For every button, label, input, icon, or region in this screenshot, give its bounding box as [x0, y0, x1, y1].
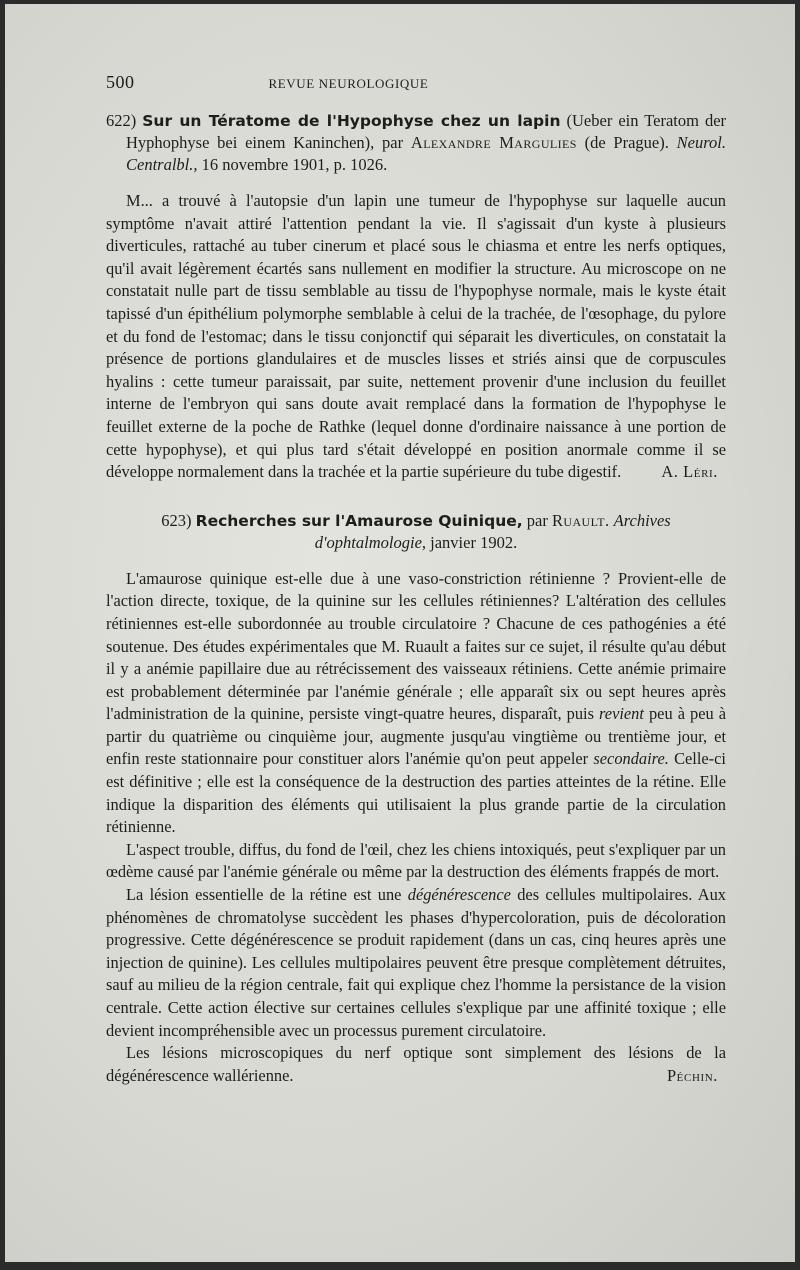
article-622 [106, 110, 726, 484]
article-622-subtitle: (Ueber ein Teratom der Hyphophyse bei einem Kaninchen), par [126, 111, 727, 152]
article-622-body-text: M... a trouvé à l'autopsie d'un lapin une tumeur de l'hypophyse sur laquelle aucun symptôme n'avait attiré l'attention pendant la vie. Il s'agissait d'un kyste à plusieurs diverticules, rattaché au tuber cinerum et placé sous le chiasma et entre les nerfs optiques, qu'il avait légèrement écartés sans nullement en modifier la structure. Au microscope on ne constatait nulle part de tissu semblable au tissu de l'hypophyse normale, mais le kyste était tapissé d'un épithélium polymorphe semblable à celui de la trachée, de l'œsophage, du pylore et du fond de l'estomac; dans le tissu conjonctif qui séparait les diverticules, on constatait la présence de portions glandulaires et de muscles lisses et striés ainsi que de corpuscules hyalins : cette tumeur paraissait, par suite, nettement provenir d'une inclusion du feuillet interne de l'embryon qui sans doute avait remplacé dans la formation de l'hypophyse le feuillet externe de la poche de Rathke (lequel donne d'ordinaire naissance à une portion de cette hypophyse), et qui plus tard s'était développé en position anormale comme il se développe normalement dans la trachée et la partie supérieure du tube digestif. [106, 191, 726, 482]
article-623-by: par [526, 510, 548, 530]
article-623-p1-text-b: peu à peu à partir du quatrième ou cinquième jour, augmente jusqu'au vingtième ou trentième jour, et enfin reste stationnaire pour constituer alors l'anémie qu'on peut appeler [106, 704, 726, 769]
document-page [5, 4, 795, 1262]
article-623-number: 623) [161, 510, 192, 530]
article-623-title: Recherches sur l'Amaurose Quinique, [195, 511, 523, 530]
article-623-journal: Archives d'ophtalmologie, [314, 510, 671, 552]
article-622-heading [106, 110, 726, 176]
article-623-p1-secondaire: secondaire. [593, 749, 669, 769]
article-622-number: 622) [106, 111, 137, 130]
page-number: 500 [106, 72, 135, 92]
article-623-paragraph-3 [106, 884, 726, 1042]
article-623-p3-text-b: des cellules multipolaires. Aux phénomènes de chromatolyse succèdent les phases d'hypercoloration, puis de décoloration progressive. Cette dégénérescence se produit rapidement (dans un cas, cinq heures après une injection de quinine). Les cellules multipolaires peuvent être presque complètement détruites, sauf au milieu de la région centrale, fait qui explique chez l'homme la persistance de la vision centrale. Cette action élective sur certaines cellules s'explique par une affinité toxique ; elle devient incompréhensible avec un processus purement circulatoire. [106, 885, 726, 1040]
article-622-journal: Neurol. Centralbl., [126, 133, 726, 174]
article-622-title: Sur un Tératome de l'Hypophyse chez un lapin [142, 112, 561, 130]
article-623-date: janvier 1902. [430, 532, 518, 552]
article-622-date: 16 novembre 1901, p. 1026. [201, 155, 388, 174]
article-622-signature: A. Léri. [661, 462, 718, 482]
article-623-p1-text: L'amaurose quinique est-elle due à une vaso-constriction rétinienne ? Provient-elle de l'action directe, toxique, de la quinine sur les cellules rétiniennes? L'altération des cellules rétiniennes est-elle subordonnée au trouble circulatoire ? Chacune de ces pathogénies a été soutenue. Des études expérimentales que M. Ruault a faites sur ce sujet, il résulte qu'au début il y a anémie papillaire due au rétrécissement des vaisseaux rétiniens. Cette anémie primaire est probablement déterminée par l'anémie générale ; elle apparaît six ou sept heures après l'administration de la quinine, persiste vingt-quatre heures, disparaît, puis [106, 568, 726, 724]
article-623-author: Ruault. [551, 510, 610, 530]
running-head: REVUE NEUROLOGIQUE [268, 76, 429, 91]
article-623-p3-degenerescence: dégénérescence [407, 885, 511, 905]
page-content [106, 72, 726, 1087]
article-623-p1-text-c: Celle-ci est définitive ; elle est la conséquence de la destruction des parties atteintes de la rétine. Elle indique la disparition des éléments qui utilisaient la plus grande partie de la circulation rétinienne. [106, 749, 726, 837]
page-header [106, 72, 726, 106]
article-623-paragraph-4 [106, 1042, 726, 1087]
article-623-paragraph-2: L'aspect trouble, diffus, du fond de l'œil, chez les chiens intoxiqués, peut s'expliquer par un œdème causé par l'anémie générale ou même par la destruction des éléments frappés de mort. [106, 839, 726, 882]
article-623-p1-revient: revient [599, 704, 644, 724]
article-623-heading [106, 510, 726, 554]
article-622-affiliation: (de Prague). [584, 133, 669, 152]
article-623-p4-text: Les lésions microscopiques du nerf optique sont simplement des lésions de la dégénérescence wallérienne. [106, 1043, 726, 1085]
article-623 [106, 510, 726, 1088]
article-623-signature: Péchin. [666, 1065, 718, 1085]
article-622-body [106, 190, 726, 484]
article-623-paragraph-1 [106, 568, 726, 839]
article-622-author: Alexandre Margulies [410, 133, 577, 152]
article-623-p3-text-a: La lésion essentielle de la rétine est une [126, 885, 402, 905]
